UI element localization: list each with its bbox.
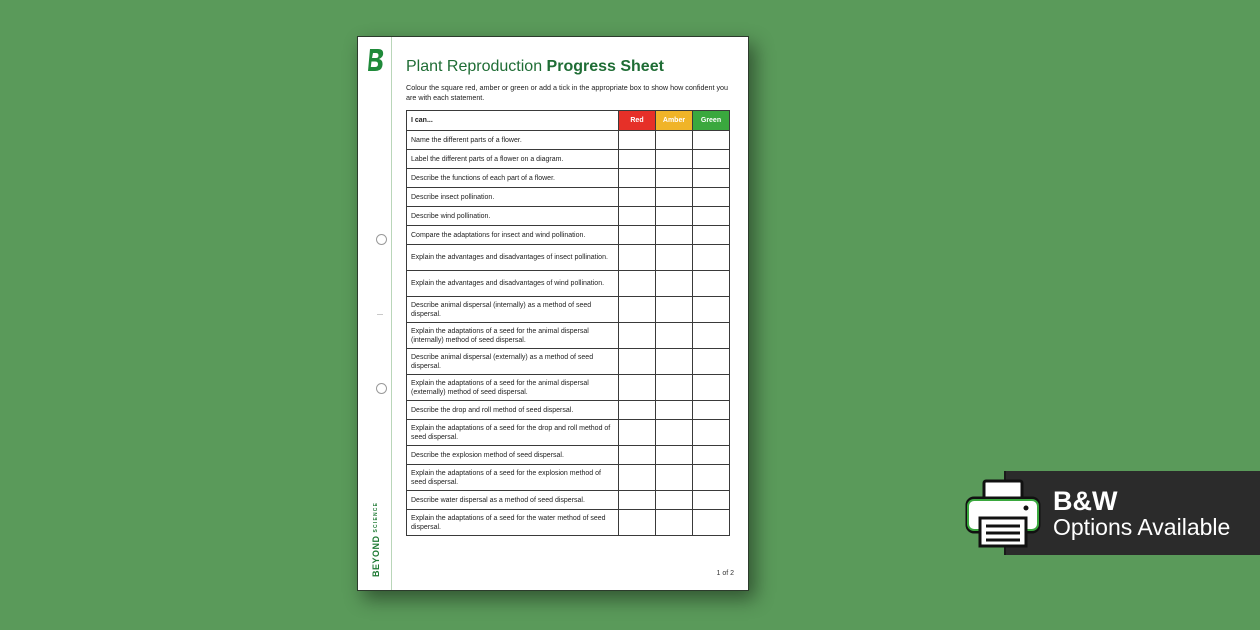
table-row xyxy=(407,207,730,226)
title-regular: Plant Reproduction xyxy=(406,58,543,75)
statement-cell: Describe the drop and roll method of seed dispersal. xyxy=(407,401,619,420)
rating-box-amber[interactable] xyxy=(656,207,693,226)
rating-box-red[interactable] xyxy=(619,491,656,510)
rating-box-red[interactable] xyxy=(619,446,656,465)
statement-cell: Explain the adaptations of a seed for the explosion method of seed dispersal. xyxy=(407,465,619,491)
table-row xyxy=(407,349,730,375)
rating-box-green[interactable] xyxy=(693,446,730,465)
statement-cell: Label the different parts of a flower on a diagram. xyxy=(407,150,619,169)
rating-box-amber[interactable] xyxy=(656,226,693,245)
table-row xyxy=(407,446,730,465)
table-row xyxy=(407,131,730,150)
rating-box-amber[interactable] xyxy=(656,169,693,188)
beyond-logo-icon xyxy=(367,48,385,72)
table-row xyxy=(407,271,730,297)
rating-box-green[interactable] xyxy=(693,349,730,375)
rating-box-green[interactable] xyxy=(693,188,730,207)
rating-box-red[interactable] xyxy=(619,375,656,401)
table-row xyxy=(407,150,730,169)
statement-cell: Name the different parts of a flower. xyxy=(407,131,619,150)
header-amber: Amber xyxy=(656,111,693,131)
rating-box-amber[interactable] xyxy=(656,245,693,271)
title-bold: Progress Sheet xyxy=(546,58,664,75)
statement-cell: Describe wind pollination. xyxy=(407,207,619,226)
rating-box-green[interactable] xyxy=(693,245,730,271)
statement-cell: Describe the explosion method of seed dispersal. xyxy=(407,446,619,465)
table-row xyxy=(407,375,730,401)
table-row xyxy=(407,297,730,323)
table-row xyxy=(407,245,730,271)
rating-box-red[interactable] xyxy=(619,401,656,420)
rating-box-red[interactable] xyxy=(619,245,656,271)
rating-box-amber[interactable] xyxy=(656,323,693,349)
fold-mark xyxy=(377,314,383,315)
table-row xyxy=(407,510,730,536)
rating-box-green[interactable] xyxy=(693,169,730,188)
rating-box-amber[interactable] xyxy=(656,150,693,169)
table-row xyxy=(407,226,730,245)
badge-subtitle: Options Available xyxy=(1053,514,1231,540)
binder-hole xyxy=(376,234,387,245)
rating-box-red[interactable] xyxy=(619,169,656,188)
rating-box-red[interactable] xyxy=(619,323,656,349)
statement-cell: Explain the adaptations of a seed for the animal dispersal (internally) method of seed dispersal. xyxy=(407,323,619,349)
table-row xyxy=(407,465,730,491)
rating-box-amber[interactable] xyxy=(656,188,693,207)
rating-box-red[interactable] xyxy=(619,510,656,536)
brand-main: BEYOND xyxy=(371,535,381,577)
rating-box-amber[interactable] xyxy=(656,271,693,297)
badge-title: B&W xyxy=(1053,486,1118,516)
table-header-row xyxy=(407,111,730,131)
statement-cell: Explain the advantages and disadvantages of insect pollination. xyxy=(407,245,619,271)
statement-cell: Describe animal dispersal (internally) as a method of seed dispersal. xyxy=(407,297,619,323)
rating-box-amber[interactable] xyxy=(656,420,693,446)
rating-box-red[interactable] xyxy=(619,420,656,446)
rating-box-red[interactable] xyxy=(619,131,656,150)
brand-vertical xyxy=(366,502,384,577)
rating-box-amber[interactable] xyxy=(656,465,693,491)
rating-box-green[interactable] xyxy=(693,226,730,245)
table-row xyxy=(407,188,730,207)
rating-box-green[interactable] xyxy=(693,297,730,323)
statement-cell: Describe animal dispersal (externally) as a method of seed dispersal. xyxy=(407,349,619,375)
rating-box-red[interactable] xyxy=(619,226,656,245)
rating-box-green[interactable] xyxy=(693,271,730,297)
rating-box-red[interactable] xyxy=(619,207,656,226)
rating-box-green[interactable] xyxy=(693,131,730,150)
statement-cell: Describe the functions of each part of a flower. xyxy=(407,169,619,188)
rating-box-red[interactable] xyxy=(619,349,656,375)
page-number: 1 of 2 xyxy=(716,570,734,577)
table-row xyxy=(407,401,730,420)
rating-box-red[interactable] xyxy=(619,188,656,207)
rating-box-red[interactable] xyxy=(619,271,656,297)
rating-box-amber[interactable] xyxy=(656,131,693,150)
printer-icon xyxy=(962,478,1044,550)
statement-cell: Explain the adaptations of a seed for the animal dispersal (externally) method of seed dispersal. xyxy=(407,375,619,401)
statement-cell: Describe insect pollination. xyxy=(407,188,619,207)
rating-box-amber[interactable] xyxy=(656,349,693,375)
worksheet-preview xyxy=(357,36,749,591)
rating-box-amber[interactable] xyxy=(656,297,693,323)
table-row xyxy=(407,420,730,446)
rating-box-amber[interactable] xyxy=(656,375,693,401)
header-red: Red xyxy=(619,111,656,131)
table-row xyxy=(407,323,730,349)
statement-cell: Describe water dispersal as a method of seed dispersal. xyxy=(407,491,619,510)
rating-box-amber[interactable] xyxy=(656,491,693,510)
statement-cell: Compare the adaptations for insect and wind pollination. xyxy=(407,226,619,245)
statement-cell: Explain the adaptations of a seed for the water method of seed dispersal. xyxy=(407,510,619,536)
rating-box-green[interactable] xyxy=(693,510,730,536)
binder-hole xyxy=(376,383,387,394)
rating-box-green[interactable] xyxy=(693,401,730,420)
rating-box-red[interactable] xyxy=(619,297,656,323)
rating-box-green[interactable] xyxy=(693,491,730,510)
rating-box-green[interactable] xyxy=(693,323,730,349)
margin-line xyxy=(391,37,392,590)
header-statement: I can... xyxy=(407,111,619,131)
page-title xyxy=(406,58,664,76)
rating-box-red[interactable] xyxy=(619,150,656,169)
progress-table xyxy=(406,110,730,536)
statement-cell: Explain the adaptations of a seed for the drop and roll method of seed dispersal. xyxy=(407,420,619,446)
rating-box-amber[interactable] xyxy=(656,401,693,420)
brand-sub: SCIENCE xyxy=(373,501,379,533)
header-green: Green xyxy=(693,111,730,131)
instructions: Colour the square red, amber or green or add a tick in the appropriate box to show how confident you are with each statement. xyxy=(406,83,729,102)
rating-box-green[interactable] xyxy=(693,375,730,401)
table-row xyxy=(407,491,730,510)
rating-box-green[interactable] xyxy=(693,465,730,491)
table-row xyxy=(407,169,730,188)
rating-box-green[interactable] xyxy=(693,150,730,169)
rating-box-green[interactable] xyxy=(693,207,730,226)
statement-cell: Explain the advantages and disadvantages of wind pollination. xyxy=(407,271,619,297)
rating-box-amber[interactable] xyxy=(656,510,693,536)
rating-box-green[interactable] xyxy=(693,420,730,446)
rating-box-amber[interactable] xyxy=(656,446,693,465)
rating-box-red[interactable] xyxy=(619,465,656,491)
